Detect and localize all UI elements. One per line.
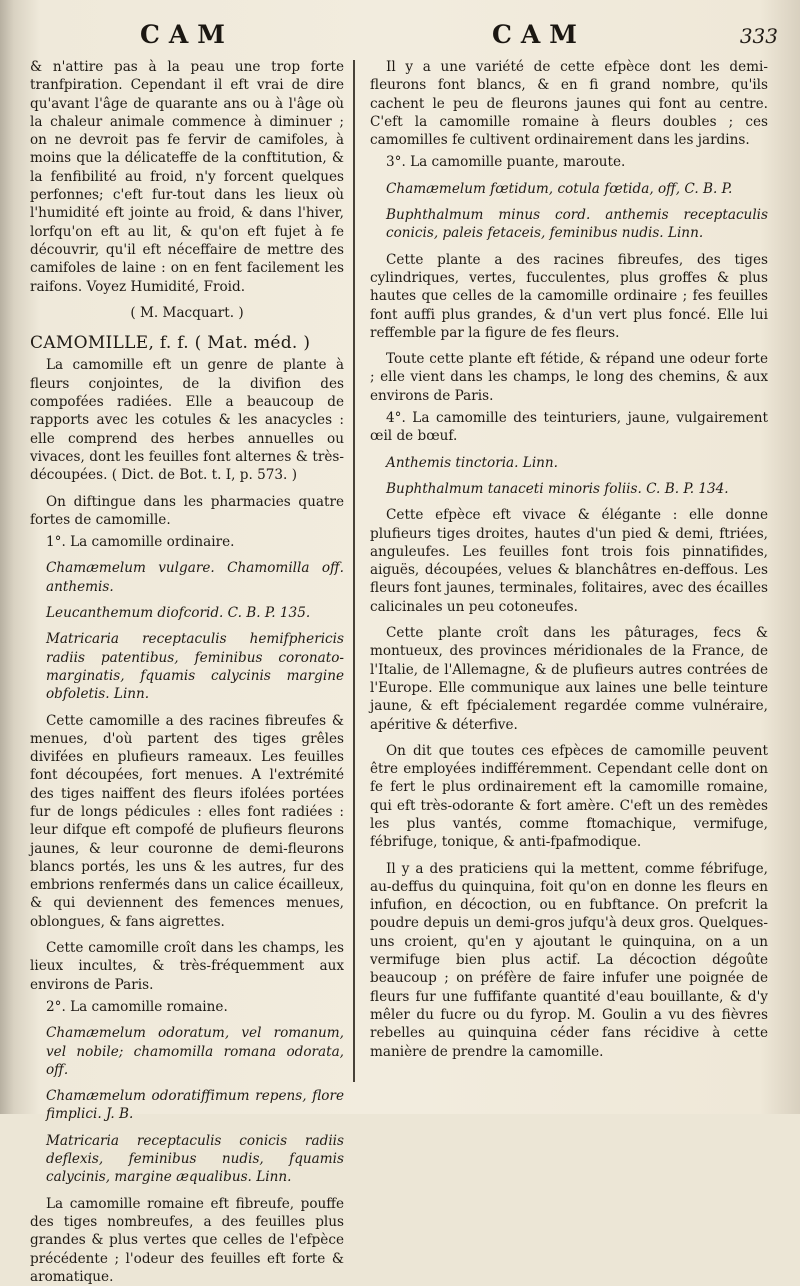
paragraph: 3°. La camomille puante, maroute. xyxy=(386,154,626,171)
paragraph: On diftingue dans les pharmacies quatre fortes de camomille. xyxy=(30,493,344,528)
paragraph: 2°. La camomille romaine. xyxy=(46,998,228,1015)
paragraph: Cette efpèce eft vivace & élégante : elle donne plufieurs tiges droites, hautes d'un pied & demi, ftriées, anguleufes. Les feuilles font trois fois pinnatifides, aiguës, découpées, velues & blanchâtres en-deffous. Les fleurs font jaunes, terminales, folitaires, avec des écailles calicinales un peu cotoneufes. xyxy=(370,507,768,615)
running-head-left: CAM xyxy=(140,20,234,49)
paragraph: On dit que toutes ces efpèces de camomille peuvent être employées indifféremment. Cependant celle dont on fe fert le plus ordinairement eft la camomille romaine, qui eft très-odorante & fort amère. C'eft un des remèdes les plus vantés, comme ftomachique, vermifuge, fébrifuge, tonique, & anti-fpafmodique. xyxy=(370,742,768,851)
paragraph: La camomille romaine eft fibreufe, pouffe des tiges nombreufes, a des feuilles plus grandes & plus vertes que celles de l'efpèce précédente ; l'odeur des feuilles eft forte & aromatique. xyxy=(30,1195,344,1285)
paragraph: Toute cette plante eft fétide, & répand une odeur forte ; elle vient dans les champs, le long des chemins, & aux environs de Paris. xyxy=(370,351,768,404)
paragraph: Chamæmelum odoratiffimum repens, flore fimplici. J. B. xyxy=(46,1088,344,1123)
paragraph: & n'attire pas à la peau une trop forte tranfpiration. Cependant il eft vrai de dire qu'avant l'âge de quarante ans ou à l'âge où la chaleur animale commence à diminuer ; on ne devroit pas fe fervir de camifoles, à moins que la délicateffe de la conftitution, & la fenfibilité au froid, n'y forcent quelques perfonnes; c'eft fur-tout dans les lieux où l'humidité eft jointe au froid, & dans l'hiver, lorfqu'on eft au lit, & qu'on eft fujet à fe découvrir, qu'il eft néceffaire de mettre des camifoles de laine : on en fent facilement les raifons. Voyez Humidité, Froid. xyxy=(30,59,344,295)
paragraph: Leucanthemum diofcorid. C. B. P. 135. xyxy=(46,605,311,622)
paragraph: Matricaria receptaculis hemifphericis radiis patentibus, feminibus coronato-marginatis, fquamis calycinis margine obfoletis. Linn. xyxy=(46,631,344,703)
running-head-right: CAM xyxy=(492,20,586,49)
paragraph: Chamæmelum fœtidum, cotula fœtida, off, C. B. P. xyxy=(386,180,733,197)
paragraph: Cette camomille croît dans les champs, les lieux incultes, & très-fréquemment aux environs de Paris. xyxy=(30,940,344,993)
paragraph: Matricaria receptaculis conicis radiis deflexis, feminibus nudis, fquamis calycinis, margine æqualibus. Linn. xyxy=(46,1132,344,1186)
paragraph: CAMOMILLE, f. f. ( Mat. méd. ) xyxy=(30,333,311,354)
paragraph: 4°. La camomille des teinturiers, jaune, vulgairement œil de bœuf. xyxy=(370,410,768,445)
paragraph: Chamæmelum odoratum, vel romanum, vel nobile; chamomilla romana odorata, off. xyxy=(46,1025,344,1078)
paragraph: Il y a des praticiens qui la mettent, comme fébrifuge, au-deffus du quinquina, foit qu'on en donne les fleurs en infufion, en décoction, ou en fubftance. On prefcrit la poudre depuis un demi-gros jufqu'à deux gros. Quelques-uns croient, qu'en y ajoutant le quinquina, on a un vermifuge bien plus actif. La décoction dégoûte beaucoup ; on préfère de faire infufer une poignée de fleurs fur une fuffifante quantité d'eau bouillante, & d'y mêler du fucre ou du fyrop. M. Goulin a vu des fièvres rebelles au quinquina céder fans récidive à cette manière de prendre la camomille. xyxy=(370,860,768,1060)
paragraph: La camomille eft un genre de plante à fleurs conjointes, de la divifion des compofées radiées. Elle a beaucoup de rapports avec les cotules & les anacycles : elle comprend des herbes annuelles ou vivaces, dont les feuilles font alternes & très-découpées. ( Dict. de Bot. t. I, p. 573. ) xyxy=(30,357,344,484)
page-number: 333 xyxy=(739,24,778,48)
paragraph: Anthemis tinctoria. Linn. xyxy=(386,454,558,471)
paragraph: Il y a une variété de cette efpèce dont les demi-fleurons font blancs, & en fi grand nombre, qu'ils cachent le peu de fleurons jaunes qui font au centre. C'eft la camomille romaine à fleurs doubles ; ces camomilles fe cultivent ordinairement dans les jardins. xyxy=(370,59,768,149)
paragraph: Chamæmelum vulgare. Chamomilla off. anthemis. xyxy=(46,560,344,595)
paragraph: Cette plante a des racines fibreufes, des tiges cylindriques, vertes, fucculentes, plus groffes & plus hautes que celles de la camomille ordinaire ; fes feuilles font auffi plus grandes, & d'un vert plus foncé. Elle lui reffemble par la figure de fes fleurs. xyxy=(370,251,768,341)
paragraph: Buphthalmum tanaceti minoris foliis. C. B. P. 134. xyxy=(386,480,729,497)
column-rule xyxy=(353,60,355,1082)
paragraph: Cette plante croît dans les pâturages, fecs & montueux, des provinces méridionales de la France, de l'Italie, de l'Allemagne, & de plufieurs autres contrées de l'Europe. Elle communique aux laines une belle teinture jaune, & eft fpécialement regardée comme vulnéraire, apéritive & déterfive. xyxy=(370,625,768,733)
paragraph: ( M. Macquart. ) xyxy=(130,304,244,321)
paragraph: Cette camomille a des racines fibreufes & menues, d'où partent des tiges grêles divifées en plufieurs rameaux. Les feuilles font découpées, fort menues. A l'extrémité des tiges naiffent des fleurs ifolées portées fur de longs pédicules : elles font radiées : leur difque eft compofé de plufieurs fleurons jaunes, & leur couronne de demi-fleurons blancs portés, les uns & les autres, fur des embrions renfermés dans un calice écailleux, & qui deviennent des femences menues, oblongues, & fans aigrettes. xyxy=(30,712,344,930)
right-column xyxy=(370,58,768,1061)
paragraph: Buphthalmum minus cord. anthemis receptaculis conicis, paleis fetaceis, feminibus nudis. Linn. xyxy=(386,207,768,242)
paragraph: 1°. La camomille ordinaire. xyxy=(46,534,235,551)
left-column xyxy=(30,58,344,1286)
